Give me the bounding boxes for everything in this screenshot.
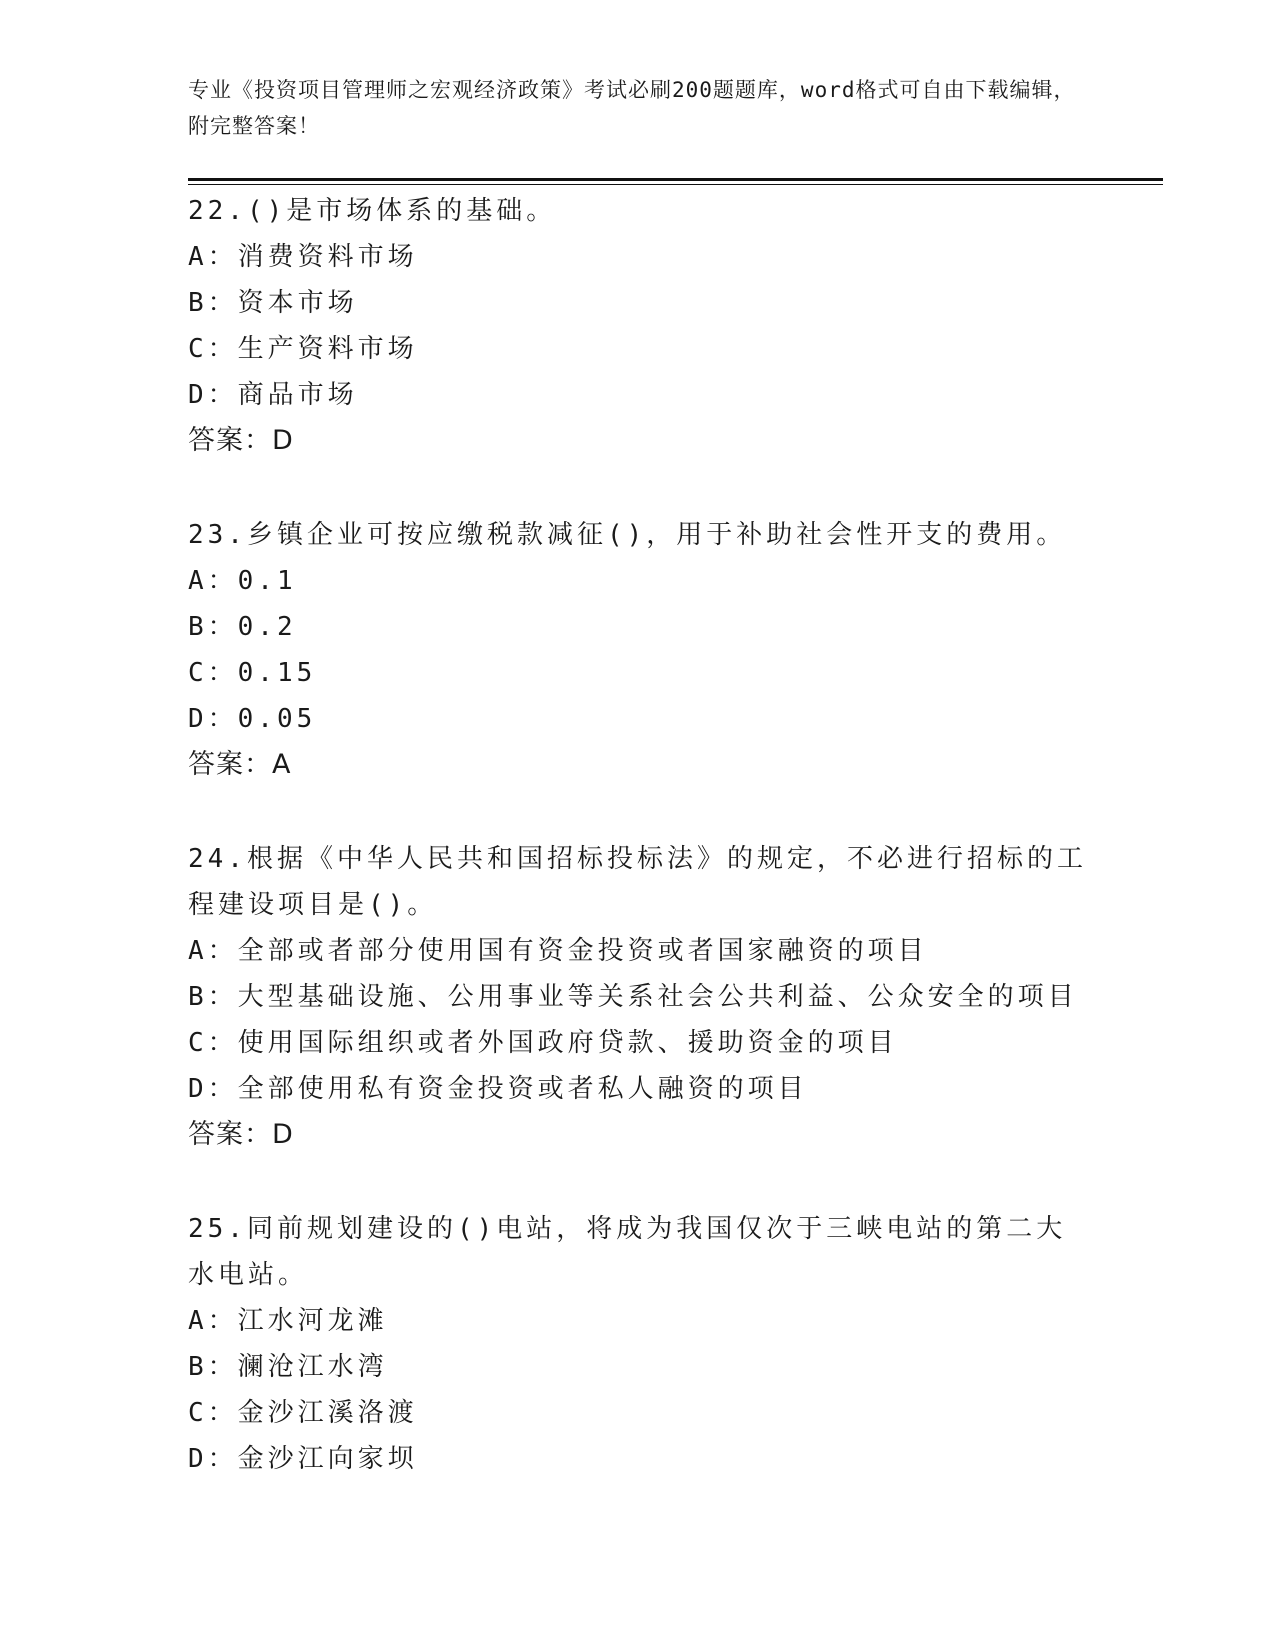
answer: 答案：D (188, 1119, 294, 1150)
option-b: B：大型基础设施、公用事业等关系社会公共利益、公众安全的项目 (188, 982, 1078, 1012)
option-d: D：商品市场 (188, 380, 358, 410)
option-c: C：0.15 (188, 658, 317, 688)
option-c: C：金沙江溪洛渡 (188, 1398, 418, 1428)
answer: 答案：D (188, 425, 294, 456)
option-c: C：生产资料市场 (188, 334, 418, 364)
header-divider-thin (188, 184, 1163, 185)
answer: 答案：A (188, 749, 292, 780)
question-22 (188, 188, 1088, 464)
option-a: A：江水河龙滩 (188, 1306, 388, 1336)
question-stem: 25.同前规划建设的()电站，将成为我国仅次于三峡电站的第二大水电站。 (188, 1214, 1067, 1290)
option-b: B：澜沧江水湾 (188, 1352, 388, 1382)
option-a: A：全部或者部分使用国有资金投资或者国家融资的项目 (188, 936, 928, 966)
document-header: 专业《投资项目管理师之宏观经济政策》考试必刷200题题库，word格式可自由下载编辑，附完整答案！ (188, 78, 1076, 138)
option-d: D：全部使用私有资金投资或者私人融资的项目 (188, 1074, 808, 1104)
option-b: B：资本市场 (188, 288, 358, 318)
question-25 (188, 1206, 1088, 1482)
question-stem: 23.乡镇企业可按应缴税款减征()，用于补助社会性开支的费用。 (188, 520, 1067, 550)
option-a: A：消费资料市场 (188, 242, 418, 272)
option-b: B：0.2 (188, 612, 297, 642)
option-d: D：0.05 (188, 704, 317, 734)
option-c: C：使用国际组织或者外国政府贷款、援助资金的项目 (188, 1028, 898, 1058)
question-23 (188, 512, 1088, 788)
header-divider-thick (188, 178, 1163, 181)
option-a: A：0.1 (188, 566, 297, 596)
option-d: D：金沙江向家坝 (188, 1444, 418, 1474)
question-24 (188, 836, 1088, 1158)
question-stem: 24.根据《中华人民共和国招标投标法》的规定，不必进行招标的工程建设项目是()。 (188, 844, 1087, 920)
question-list (188, 188, 1088, 1530)
question-stem: 22.()是市场体系的基础。 (188, 196, 557, 226)
